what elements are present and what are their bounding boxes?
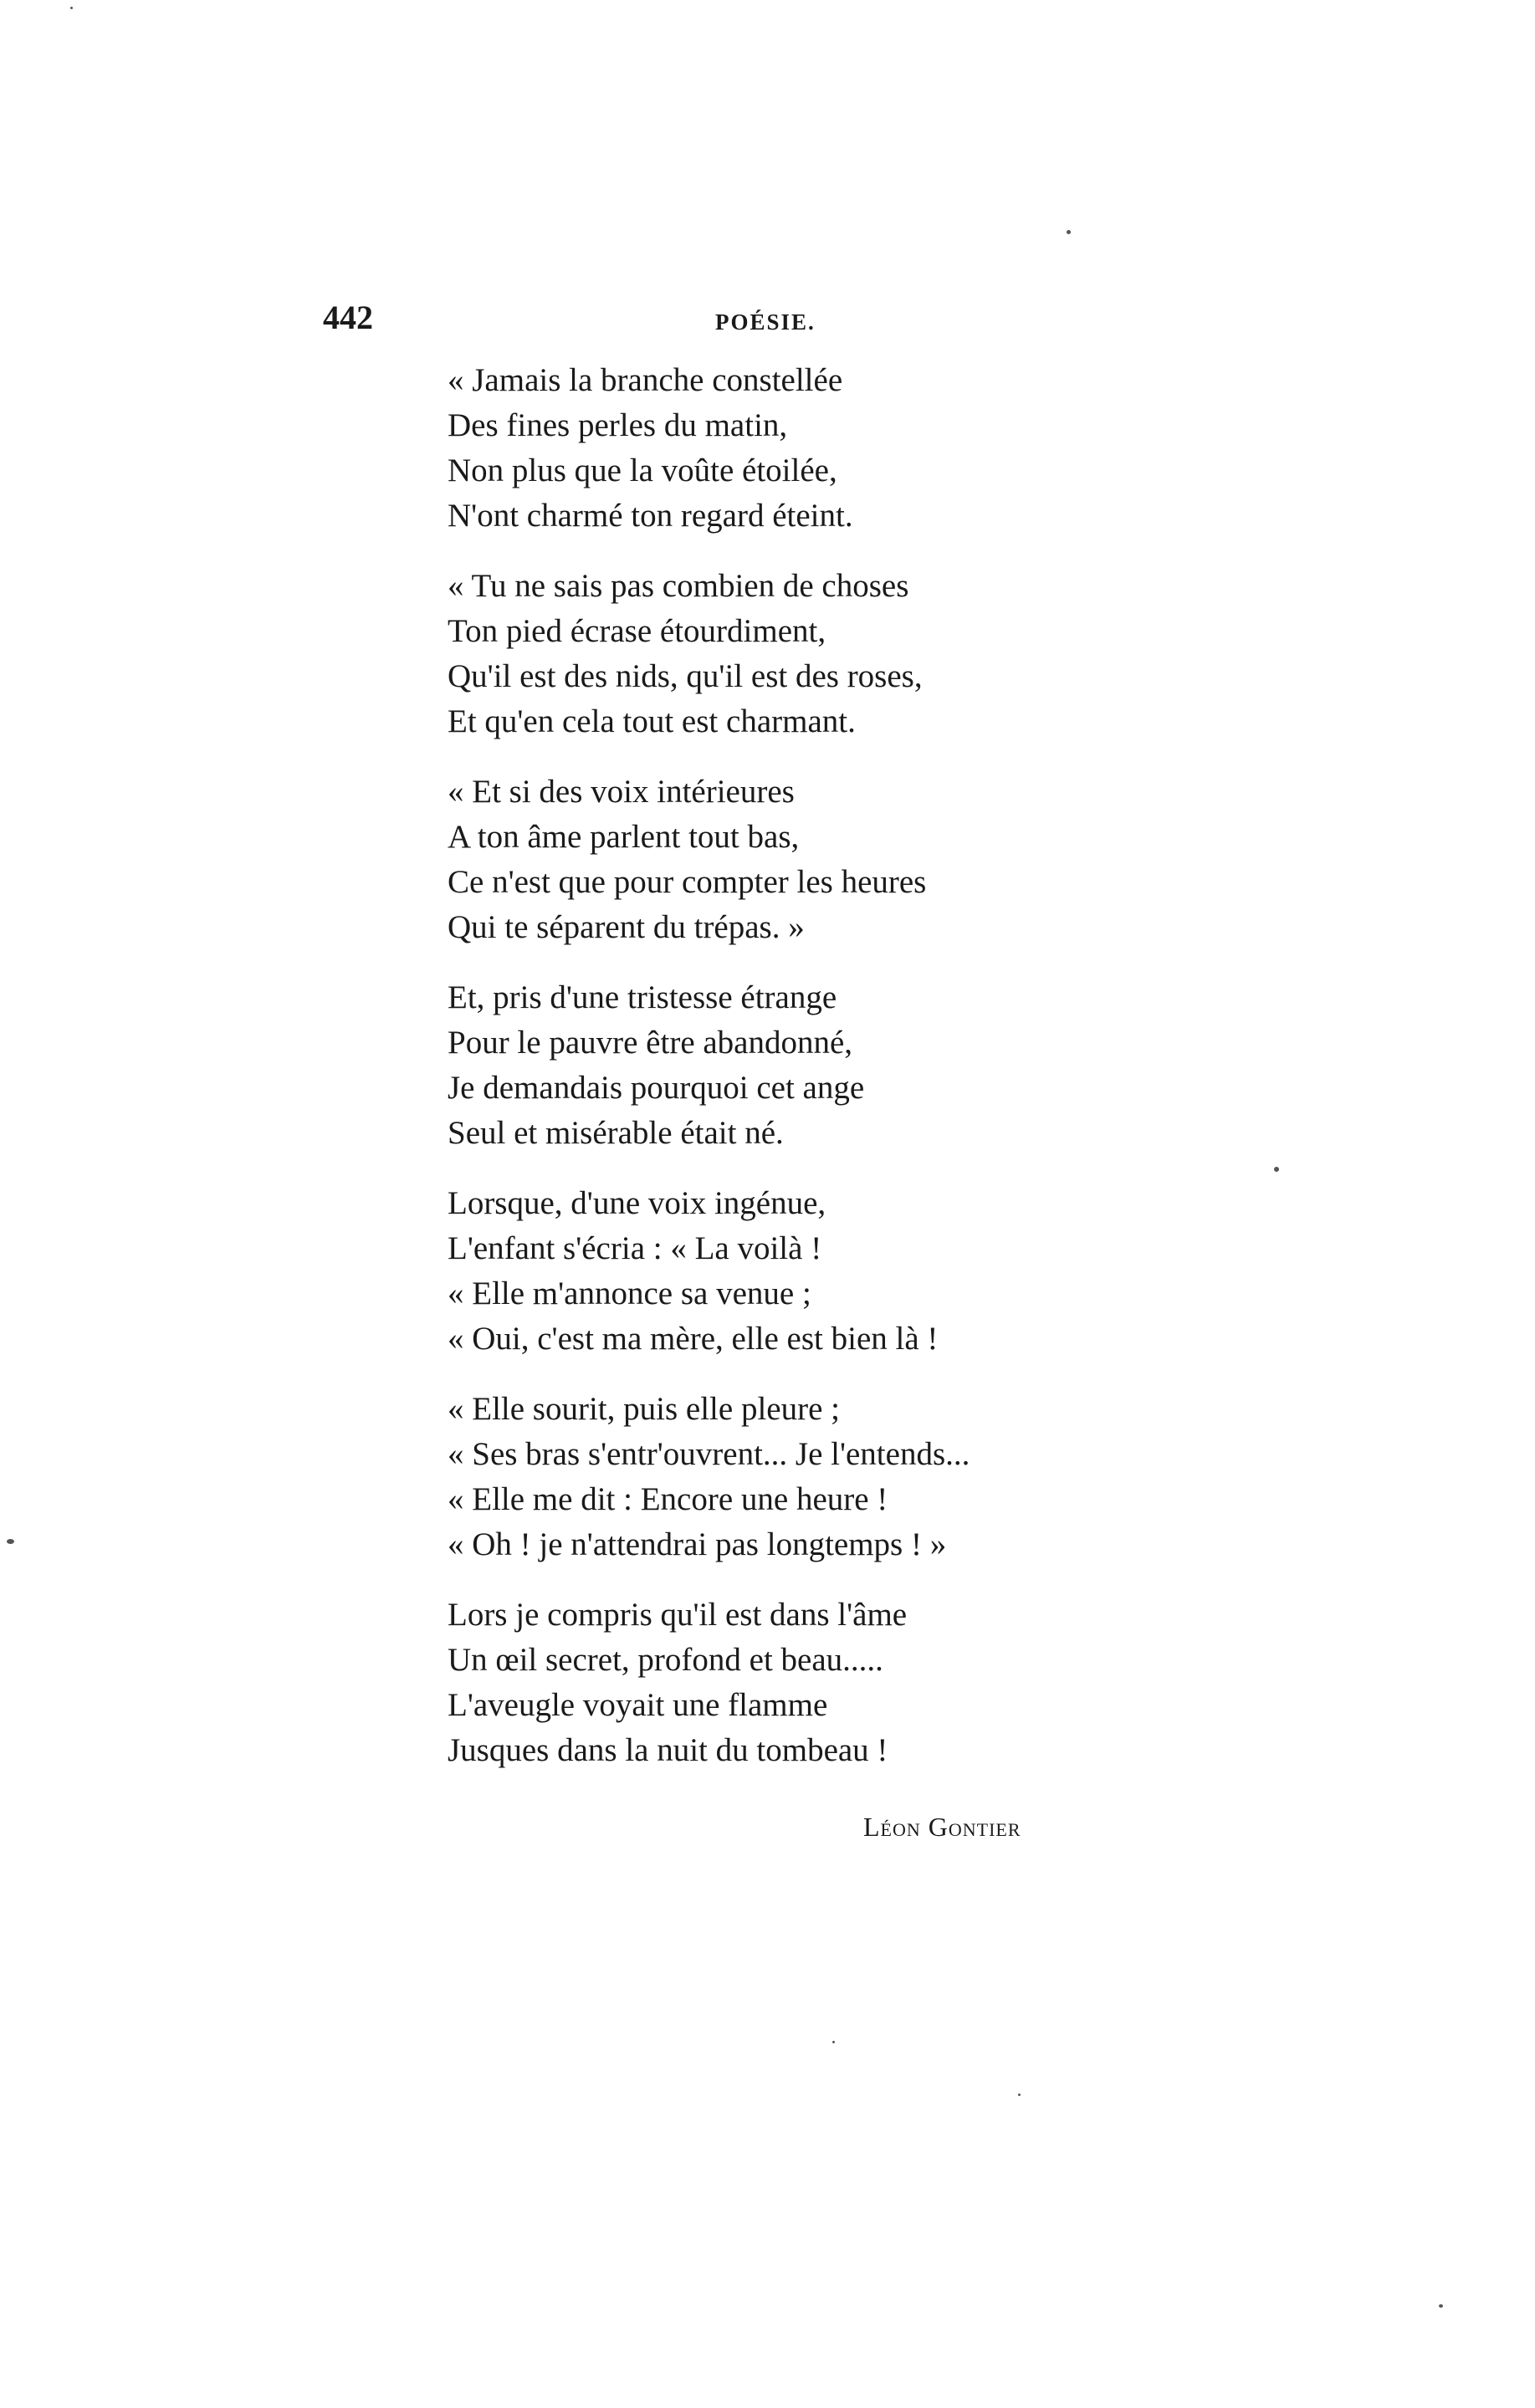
poem-line: « Jamais la branche constellée: [448, 362, 843, 398]
paper-speck: [1018, 2094, 1021, 2096]
poem-line: Jusques dans la nuit du tombeau !: [448, 1732, 888, 1768]
poem-line: L'enfant s'écria : « La voilà !: [448, 1230, 822, 1266]
poem-line: « Ses bras s'entr'ouvrent... Je l'entends...: [448, 1436, 970, 1472]
poem-line: Je demandais pourquoi cet ange: [448, 1070, 865, 1106]
poem-line: N'ont charmé ton regard éteint.: [448, 498, 853, 534]
poem-line: Ton pied écrase étourdiment,: [448, 613, 826, 649]
paper-speck: [1439, 2304, 1443, 2308]
stanza-3: [448, 769, 1167, 950]
poem-line: Lorsque, d'une voix ingénue,: [448, 1185, 826, 1221]
stanza-6: [448, 1387, 1167, 1567]
poem-line: « Et si des voix intérieures: [448, 774, 795, 810]
paper-speck: [70, 7, 73, 9]
poem-line: L'aveugle voyait une flamme: [448, 1687, 828, 1723]
poem-line: Seul et misérable était né.: [448, 1115, 784, 1151]
stanza-5: [448, 1181, 1167, 1362]
poem-line: Des fines perles du matin,: [448, 407, 788, 443]
poem-line: « Oh ! je n'attendrai pas longtemps ! »: [448, 1526, 947, 1562]
stanza-1: [448, 358, 1167, 539]
poem-line: « Elle m'annonce sa venue ;: [448, 1276, 811, 1311]
poem-line: « Elle sourit, puis elle pleure ;: [448, 1391, 840, 1427]
poem-line: Qu'il est des nids, qu'il est des roses,: [448, 658, 923, 694]
stanza-7: [448, 1593, 1167, 1773]
page-number: 442: [323, 299, 373, 336]
poem: [448, 358, 1167, 1798]
paper-speck: [832, 2041, 835, 2043]
paper-speck: [7, 1539, 14, 1544]
running-title: POÉSIE.: [715, 309, 816, 335]
poem-line: Et qu'en cela tout est charmant.: [448, 703, 856, 739]
poem-line: « Tu ne sais pas combien de choses: [448, 568, 909, 604]
stanza-2: [448, 564, 1167, 744]
poem-line: Un œil secret, profond et beau.....: [448, 1642, 883, 1678]
stanza-4: [448, 975, 1167, 1156]
poem-line: Pour le pauvre être abandonné,: [448, 1025, 853, 1061]
author-signature: Léon Gontier: [863, 1812, 1021, 1842]
poem-line: Lors je compris qu'il est dans l'âme: [448, 1597, 908, 1633]
paper-speck: [1067, 230, 1071, 234]
poem-line: Non plus que la voûte étoilée,: [448, 452, 837, 488]
poem-line: A ton âme parlent tout bas,: [448, 819, 800, 855]
poem-line: Et, pris d'une tristesse étrange: [448, 979, 837, 1015]
poem-line: Ce n'est que pour compter les heures: [448, 864, 927, 900]
poem-line: « Oui, c'est ma mère, elle est bien là !: [448, 1321, 939, 1357]
poem-line: « Elle me dit : Encore une heure !: [448, 1481, 888, 1517]
poem-line: Qui te séparent du trépas. »: [448, 909, 805, 945]
paper-speck: [1274, 1167, 1279, 1172]
